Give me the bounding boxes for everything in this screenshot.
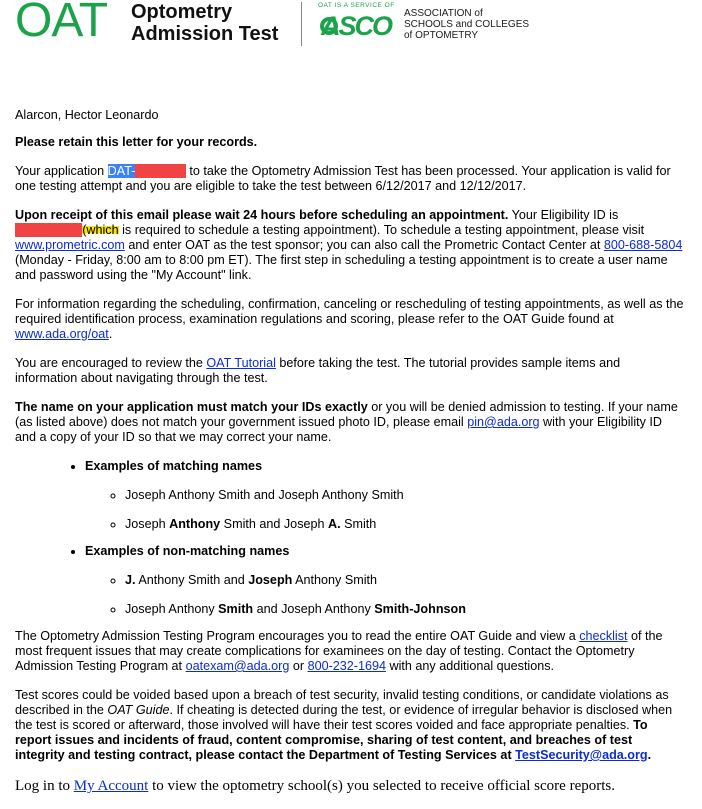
list-item — [85, 544, 685, 617]
oat-logo: OAT — [15, 0, 108, 47]
paragraph-test-security — [15, 688, 685, 763]
oat-title — [131, 1, 278, 45]
prometric-link[interactable]: www.prometric.com — [15, 238, 125, 252]
paragraph-name-match — [15, 400, 685, 445]
p6-text-a: The Optometry Admission Testing Program encourages you to read the entire OAT Guide and view a — [15, 629, 580, 643]
p2-text-b: is required to schedule a testing appointment). To schedule a testing appointment, please visit — [118, 223, 645, 237]
m2-a: Joseph — [125, 517, 170, 531]
retain-text: Please retain this letter for your records. — [15, 135, 258, 149]
p1-text-a: Your application — [15, 164, 108, 178]
pin-email-link[interactable]: pin@ada.org — [467, 415, 540, 429]
matching-examples-title: Examples of matching names — [85, 459, 263, 473]
prometric-phone-link[interactable]: 800-688-5804 — [603, 238, 683, 252]
redaction-mark: XXXXXX — [135, 164, 186, 178]
p5-text-b: with your Eligibility ID and a copy of your ID so that we may correct your name. — [15, 415, 663, 444]
paragraph-oat-guide — [15, 297, 685, 342]
asco-line1: ASSOCIATION of — [404, 8, 483, 19]
n1-c: Joseph — [248, 573, 293, 587]
eligibility-id-redacted — [15, 223, 119, 237]
header-divider — [301, 2, 302, 46]
p2-text-a: Your Eligibility ID is — [508, 208, 619, 222]
asco-line3: of OPTOMETRY — [404, 30, 479, 41]
asco-line2: SCHOOLS and COLLEGES — [404, 19, 530, 30]
oat-tutorial-link[interactable]: OAT Tutorial — [206, 356, 276, 370]
p8-text-b: to view the optometry school(s) you selected to receive official score reports. — [148, 778, 615, 794]
n1-a: J. — [125, 573, 136, 587]
paragraph-scheduling — [15, 208, 685, 283]
n2-a: Joseph Anthony — [125, 602, 219, 616]
n2-c: and Joseph Anthony — [253, 602, 375, 616]
p6-text-c: or — [289, 659, 308, 673]
testsecurity-email-link[interactable]: TestSecurity@ada.org — [515, 748, 648, 762]
list-item — [125, 602, 685, 617]
p3-text-b: . — [108, 327, 113, 341]
paragraph-checklist — [15, 629, 685, 674]
list-item — [125, 573, 685, 588]
p4-text-a: You are encouraged to review the — [15, 356, 207, 370]
p2-id-redacted: (which — [82, 223, 119, 237]
oat-title-line1: Optometry — [131, 1, 233, 23]
p2-bold: Upon receipt of this email please wait 24 hours before scheduling an appointment. — [15, 208, 509, 222]
letter-body — [15, 108, 685, 809]
n2-d: Smith-Johnson — [374, 602, 466, 616]
recipient-name: Alarcon, Hector Leonardo — [15, 108, 159, 122]
list-item — [85, 459, 685, 532]
p7-bold-end: . — [647, 748, 652, 762]
n1-d: Anthony Smith — [292, 573, 378, 587]
p5-text-a: or you will be denied admission to testing. If your name (as listed above) does not match your government issued photo ID, please email — [15, 400, 678, 429]
p7-text-b: . If cheating is detected during the test, or evidence of irregular behavior is disclosed when the test is scored or afterward, those involved will have their test scores voided and face appropriate penalties. — [15, 703, 673, 732]
paragraph-my-account — [15, 777, 685, 795]
m2-d: A. — [328, 517, 341, 531]
oatexam-email-link[interactable]: oatexam@ada.org — [185, 659, 290, 673]
m2-c: Smith and Joseph — [220, 517, 328, 531]
asco-service-label: OAT IS A SERVICE OF — [318, 2, 395, 9]
checklist-link[interactable]: checklist — [579, 629, 628, 643]
list-item — [125, 517, 685, 532]
m2-b: Anthony — [169, 517, 221, 531]
p7-text-a: Test scores could be voided based upon a breach of test security, invalid testing conditions, or candidate violations as described in the — [15, 688, 669, 717]
nonmatching-examples-title: Examples of non-matching names — [85, 544, 290, 558]
p8-text-a: Log in to — [15, 778, 74, 794]
header — [0, 0, 702, 56]
oat-title-line2: Admission Test — [131, 23, 279, 45]
asco-logo-text: ASCO — [321, 11, 392, 40]
ada-oat-link[interactable]: www.ada.org/oat — [15, 327, 109, 341]
p7-bold: To report issues and incidents of fraud, content compromise, sharing of test content, and breaches of test integrity and testing contract, please contact the Department of Testing Services at — [15, 718, 648, 762]
matching-examples — [85, 488, 685, 532]
nonmatching-examples — [85, 573, 685, 617]
oat-guide-italic: OAT Guide — [107, 703, 170, 717]
p1-text-b: to take the Optometry Admission Test has been processed. Your application is valid for one testing attempt and you are eligible to take the test between 6/12/2017 and 12/12/2017. — [15, 164, 671, 193]
n1-b: Anthony Smith and — [135, 573, 249, 587]
paragraph-application — [15, 164, 685, 194]
my-account-link[interactable]: My Account — [73, 778, 149, 794]
name-examples-list — [15, 459, 685, 617]
p5-bold: The name on your application must match your IDs exactly — [15, 400, 368, 414]
p6-text-b: of the most frequent issues that may create complications for examinees on the day of testing. Contact the Optometry Admission Testing Program at — [15, 629, 663, 673]
asco-logo — [318, 8, 402, 40]
redaction-mark: XXXXXXXX — [15, 223, 83, 237]
p2-text-c: and enter OAT as the test sponsor; you can also call the Prometric Contact Center at — [124, 238, 604, 252]
oat-phone-link[interactable]: 800-232-1694 — [307, 659, 387, 673]
p3-text-a: For information regarding the scheduling, confirmation, canceling or rescheduling of testing appointments, as well as the required identification process, examination regulations and scoring, please refer to the OAT Guide found at — [15, 297, 684, 326]
paragraph-tutorial — [15, 356, 685, 386]
p4-text-b: before taking the test. The tutorial provides sample items and information about navigating through the test. — [15, 356, 621, 385]
list-item: ◦ Joseph Anthony Smith and Joseph Anthony Smith — [125, 488, 685, 503]
application-id: DAT- — [107, 164, 136, 178]
p2-text-d: (Monday - Friday, 8:00 am to 8:00 pm ET). The first step in scheduling a testing appointment is to create a user name and password using the "My Account" link. — [15, 253, 668, 282]
m2-e: Smith — [340, 517, 377, 531]
asco-name — [404, 8, 529, 41]
retain-notice — [15, 135, 685, 150]
n2-b: Smith — [218, 602, 254, 616]
p6-text-d: with any additional questions. — [386, 659, 555, 673]
